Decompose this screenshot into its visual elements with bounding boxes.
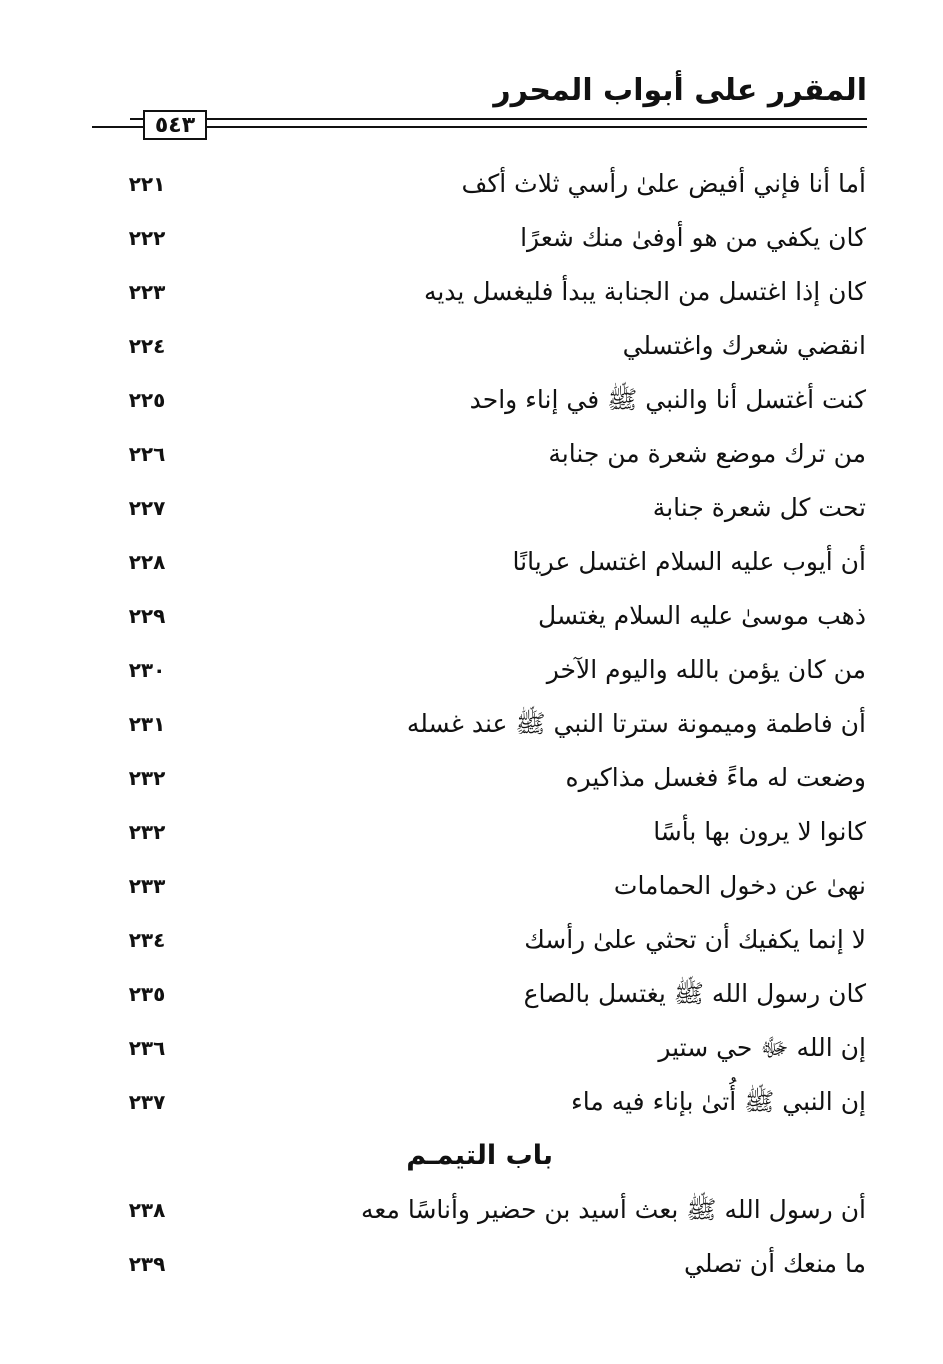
header-rule-top: [130, 118, 867, 120]
entry-text: انقضي شعرك واغتسلي: [622, 331, 866, 360]
entry-page-number: ٢٣٧: [128, 1090, 166, 1114]
index-entry: [0, 158, 943, 212]
entry-page-number: ٢٢٨: [128, 550, 166, 574]
entry-text: من ترك موضع شعرة من جنابة: [548, 439, 866, 468]
entry-page-number: ٢٢٥: [128, 388, 166, 412]
section-title: باب التيمـم: [406, 1140, 553, 1171]
entry-text: إن الله ﷻ حي ستير: [658, 1033, 866, 1062]
entry-text: إن النبي ﷺ أُتىٰ بإناء فيه ماء: [571, 1087, 866, 1116]
index-entry: [0, 806, 943, 860]
entry-page-number: ٢٢١: [128, 172, 166, 196]
page-number: ٥٤٣: [143, 110, 207, 140]
entry-text: ذهب موسىٰ عليه السلام يغتسل: [538, 601, 866, 630]
entry-text: تحت كل شعرة جنابة: [652, 493, 866, 522]
entry-text: من كان يؤمن بالله واليوم الآخر: [546, 655, 866, 684]
entry-page-number: ٢٣٩: [128, 1252, 166, 1276]
index-entry: [0, 482, 943, 536]
index-entry: [0, 536, 943, 590]
index-entry: [0, 212, 943, 266]
index-entry: [0, 1184, 943, 1238]
entry-page-number: ٢٢٦: [128, 442, 166, 466]
index-entry: [0, 644, 943, 698]
entry-text: كان رسول الله ﷺ يغتسل بالصاع: [523, 979, 866, 1008]
index-entry: [0, 1076, 943, 1130]
header-rule-bottom: [92, 126, 867, 128]
running-title: المقرر على أبواب المحرر: [493, 73, 867, 108]
entry-text: وضعت له ماءً فغسل مذاكيره: [565, 763, 866, 792]
entry-page-number: ٢٣٦: [128, 1036, 166, 1060]
entry-page-number: ٢٣٣: [128, 874, 166, 898]
index-entry: [0, 374, 943, 428]
entry-page-number: ٢٣٥: [128, 982, 166, 1006]
entry-page-number: ٢٣٠: [128, 658, 166, 682]
index-entry: [0, 320, 943, 374]
entry-text: كانوا لا يرون بها بأسًا: [653, 817, 866, 846]
index-entry: [0, 1238, 943, 1292]
index-entry: [0, 266, 943, 320]
entry-text: كنت أغتسل أنا والنبي ﷺ في إناء واحد: [469, 385, 866, 414]
entry-page-number: ٢٢٣: [128, 280, 166, 304]
entry-text: نهىٰ عن دخول الحمامات: [613, 871, 866, 900]
index-group-tayammum: [0, 1184, 943, 1292]
index-entry: [0, 428, 943, 482]
entry-text: أن رسول الله ﷺ بعث أسيد بن حضير وأناسًا معه: [361, 1195, 866, 1224]
index-group-ghusl: [0, 158, 943, 1130]
entry-page-number: ٢٢٤: [128, 334, 166, 358]
entry-text: كان يكفي من هو أوفىٰ منك شعرًا: [520, 223, 866, 252]
entry-text: أما أنا فإني أفيض علىٰ رأسي ثلاث أكف: [461, 169, 866, 198]
entry-page-number: ٢٣٢: [128, 820, 166, 844]
section-heading: [0, 1130, 943, 1184]
entry-page-number: ٢٣١: [128, 712, 166, 736]
entry-page-number: ٢٢٩: [128, 604, 166, 628]
index-entry: [0, 590, 943, 644]
entry-page-number: ٢٣٢: [128, 766, 166, 790]
index-entry: [0, 752, 943, 806]
index-entry: [0, 968, 943, 1022]
entry-text: أن فاطمة وميمونة سترتا النبي ﷺ عند غسله: [406, 709, 866, 738]
index-entry: [0, 914, 943, 968]
entry-page-number: ٢٣٤: [128, 928, 166, 952]
entry-page-number: ٢٣٨: [128, 1198, 166, 1222]
entry-text: أن أيوب عليه السلام اغتسل عريانًا: [512, 547, 866, 576]
entry-text: لا إنما يكفيك أن تحثي علىٰ رأسك: [524, 925, 866, 954]
entry-page-number: ٢٢٧: [128, 496, 166, 520]
index-entry: [0, 860, 943, 914]
entry-text: ما منعك أن تصلي: [684, 1249, 866, 1278]
entry-page-number: ٢٢٢: [128, 226, 166, 250]
entry-text: كان إذا اغتسل من الجنابة يبدأ فليغسل يديه: [423, 277, 866, 306]
index-entry: [0, 1022, 943, 1076]
index-list: [0, 158, 943, 1292]
index-entry: [0, 698, 943, 752]
